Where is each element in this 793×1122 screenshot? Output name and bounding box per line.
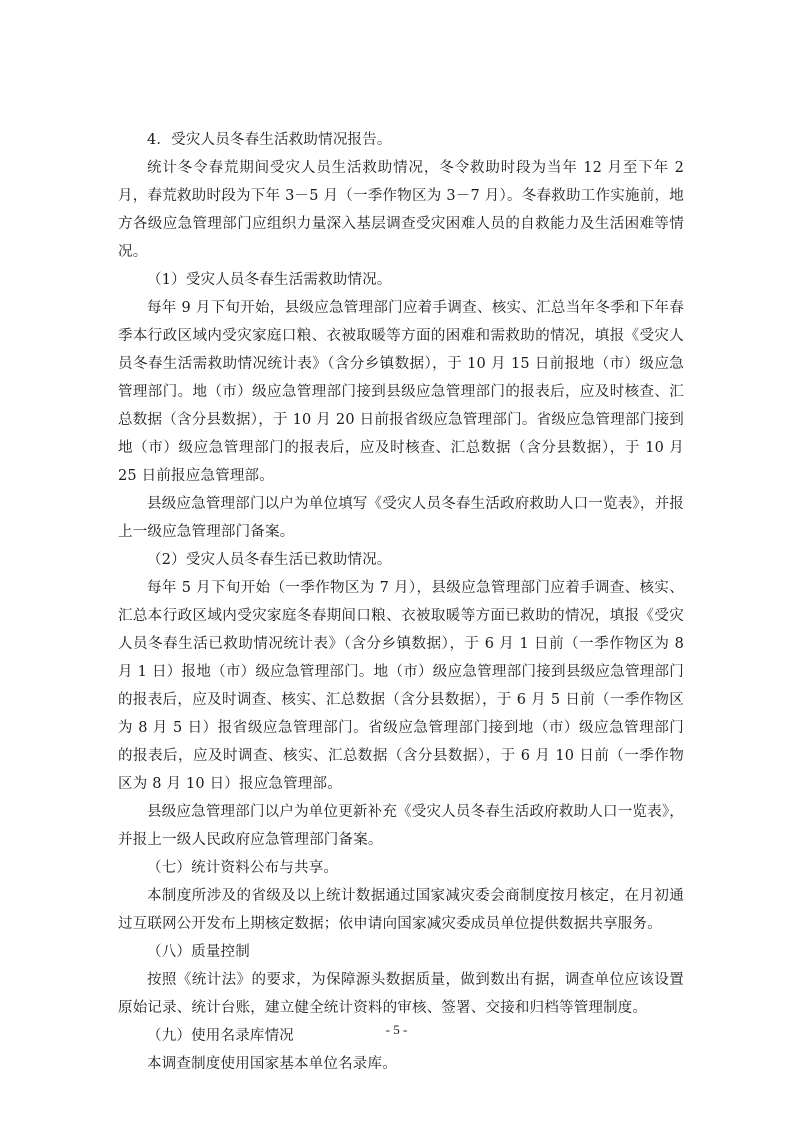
section-7-heading: （七）统计资料公布与共享。 bbox=[147, 860, 339, 876]
subsection-1-heading: （1）受灾人员冬春生活需救助情况。 bbox=[147, 272, 392, 288]
section-9-paragraph: 本调查制度使用国家基本单位名录库。 bbox=[147, 1056, 397, 1072]
section-8-heading: （八）质量控制 bbox=[147, 944, 250, 960]
subsection-2-paragraph-1: 每年 5 月下旬开始（一季作物区为 7 月），县级应急管理部门应着手调查、核实、汇总本行政区域内受灾家庭冬春期间口粮、衣被取暖等方面已救助的情况，填报《受灾人员冬春生活已救助情况统计表》（含分乡镇数据），于 6 月 1 日前（一季作物区为 8 月 1 日）报地（市）级应急管理部门。地（市）级应急管理部门接到县级应急管理部门的报表后，应及时调查、核实、汇总数据（含分县数据），于 6 月 5 日前（一季作物区为 8 月 5 日）报省级应急管理部门。省级应急管理部门接到地（市）级应急管理部门的报表后，应及时调查、核实、汇总数据（含分县数据），于 6 月 10 日前（一季作物区为 8 月 10 日）报应急管理部。 bbox=[118, 580, 684, 792]
section-7-paragraph: 本制度所涉及的省级及以上统计数据通过国家减灾委会商制度按月核定，在月初通过互联网公开发布上期核定数据；依申请向国家减灾委成员单位提供数据共享服务。 bbox=[118, 888, 684, 932]
page-number: - 5 - bbox=[385, 1022, 408, 1037]
subsection-1-paragraph-1: 每年 9 月下旬开始，县级应急管理部门应着手调查、核实、汇总当年冬季和下年春季本行政区域内受灾家庭口粮、衣被取暖等方面的困难和需救助的情况，填报《受灾人员冬春生活需救助情况统计表》（含分乡镇数据），于 10 月 15 日前报地（市）级应急管理部门。地（市）级应急管理部门接到县级应急管理部门的报表后，应及时核查、汇总数据（含分县数据），于 10 月 20 日前报省级应急管理部门。省级应急管理部门接到地（市）级应急管理部门的报表后，应及时核查、汇总数据（含分县数据），于 10 月 25 日前报应急管理部。 bbox=[118, 300, 684, 484]
subsection-1-paragraph-2: 县级应急管理部门以户为单位填写《受灾人员冬春生活政府救助人口一览表》，并报上一级应急管理部门备案。 bbox=[118, 496, 684, 540]
subsection-2-paragraph-2: 县级应急管理部门以户为单位更新补充《受灾人员冬春生活政府救助人口一览表》，并报上一级人民政府应急管理部门备案。 bbox=[118, 804, 684, 848]
section-4-intro: 统计冬令春荒期间受灾人员生活救助情况，冬令救助时段为当年 12 月至下年 2 月，春荒救助时段为下年 3－5 月（一季作物区为 3－7 月）。冬春救助工作实施前，地方各级应急管理部门应组织力量深入基层调查受灾困难人员的自救能力及生活困难等情况。 bbox=[118, 160, 684, 260]
document-body bbox=[118, 126, 684, 1078]
subsection-2-heading: （2）受灾人员冬春生活已救助情况。 bbox=[147, 552, 392, 568]
section-8-paragraph: 按照《统计法》的要求，为保障源头数据质量，做到数出有据，调查单位应该设置原始记录、统计台账，建立健全统计资料的审核、签署、交接和归档等管理制度。 bbox=[118, 972, 684, 1016]
section-9-heading: （九）使用名录库情况 bbox=[147, 1028, 294, 1044]
section-4-heading: 4．受灾人员冬春生活救助情况报告。 bbox=[147, 132, 392, 148]
